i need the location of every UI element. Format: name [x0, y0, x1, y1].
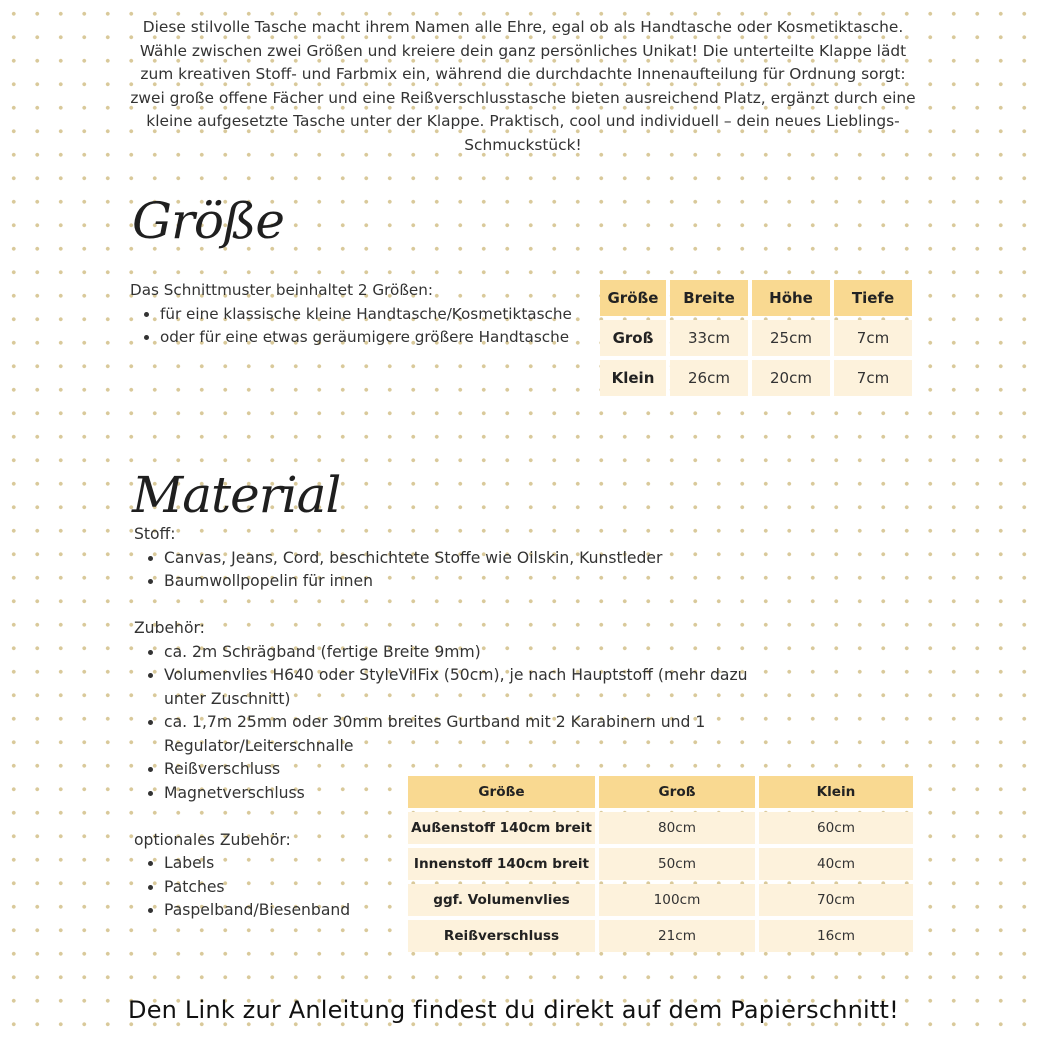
list-item: • Magnetverschluss [164, 782, 754, 806]
list-item: • Paspelband/Biesenband [164, 899, 774, 923]
list-item: • Baumwollpopelin für innen [164, 570, 774, 594]
list-item: • ca. 2m Schrägband (fertige Breite 9mm) [164, 641, 754, 665]
list-item: • für eine klassische kleine Handtasche/Kosmetiktasche [160, 303, 600, 327]
table-row-header: Groß [600, 320, 666, 356]
table-header-cell: Größe [600, 280, 666, 316]
list-item: • Canvas, Jeans, Cord, beschichtete Stoffe wie Oilskin, Kunstleder [164, 547, 774, 571]
table-cell: 7cm [834, 360, 912, 396]
table-cell: 33cm [670, 320, 748, 356]
stoff-label: Stoff: [134, 525, 176, 543]
footer-text: Den Link zur Anleitung findest du direkt auf dem Papierschnitt! [128, 996, 899, 1024]
table-header-cell: Höhe [752, 280, 830, 316]
stoff-list [134, 547, 774, 594]
optional-label: optionales Zubehör: [134, 830, 291, 849]
size-intro-text: Das Schnittmuster beinhaltet 2 Größen: [130, 281, 433, 299]
size-table [600, 280, 912, 396]
table-header-cell: Tiefe [834, 280, 912, 316]
size-description [130, 279, 600, 350]
table-header-cell: Größe [408, 776, 595, 808]
intro-text: Diese stilvolle Tasche macht ihrem Namen alle Ehre, egal ob als Handtasche oder Kosmetiktasche. Wähle zwischen zwei Größen und kreiere dein ganz persönliches Unikat! Die unterteilte Klappe lädt zum kreativen Stoff- und Farbmix ein, während die durchdachte Innenaufteilung für Ordnung sorgt: zwei große offene Fächer und eine Reißverschlusstasche bieten ausreichend Platz, ergänzt durch eine kleine aufgesetzte Tasche unter der Klappe. Praktisch, cool und individuell – dein neues Lieblings-Schmuckstück! [130, 18, 916, 154]
table-row-header: ggf. Volumenvlies [408, 884, 595, 916]
table-cell: 40cm [759, 848, 913, 880]
size-list [130, 303, 600, 350]
zubehoer-label: Zubehör: [134, 619, 205, 637]
material-heading: Material [132, 466, 341, 524]
table-cell: 60cm [759, 812, 913, 844]
table-cell: 25cm [752, 320, 830, 356]
table-cell: 21cm [599, 920, 755, 952]
table-header-cell: Klein [759, 776, 913, 808]
table-row-header: Außenstoff 140cm breit [408, 812, 595, 844]
table-cell: 50cm [599, 848, 755, 880]
table-row-header: Innenstoff 140cm breit [408, 848, 595, 880]
table-cell: 20cm [752, 360, 830, 396]
table-header-cell: Breite [670, 280, 748, 316]
list-item: • oder für eine etwas geräumigere größere Handtasche [160, 326, 600, 350]
table-row-header: Klein [600, 360, 666, 396]
list-item: • Reißverschluss [164, 758, 754, 782]
table-cell: 70cm [759, 884, 913, 916]
table-cell: 100cm [599, 884, 755, 916]
list-item: • Volumenvlies H640 oder StyleVilFix (50cm), je nach Hauptstoff (mehr dazu unter Zuschnitt) [164, 664, 754, 711]
material-table [408, 776, 913, 952]
list-item: • Patches [164, 876, 774, 900]
table-cell: 16cm [759, 920, 913, 952]
size-heading: Größe [132, 192, 284, 250]
table-row-header: Reißverschluss [408, 920, 595, 952]
table-header-cell: Groß [599, 776, 755, 808]
list-item: • Labels [164, 852, 774, 876]
table-cell: 80cm [599, 812, 755, 844]
table-cell: 7cm [834, 320, 912, 356]
list-item: • ca. 1,7m 25mm oder 30mm breites Gurtband mit 2 Karabinern und 1 Regulator/Leiterschnalle [164, 711, 754, 758]
table-cell: 26cm [670, 360, 748, 396]
